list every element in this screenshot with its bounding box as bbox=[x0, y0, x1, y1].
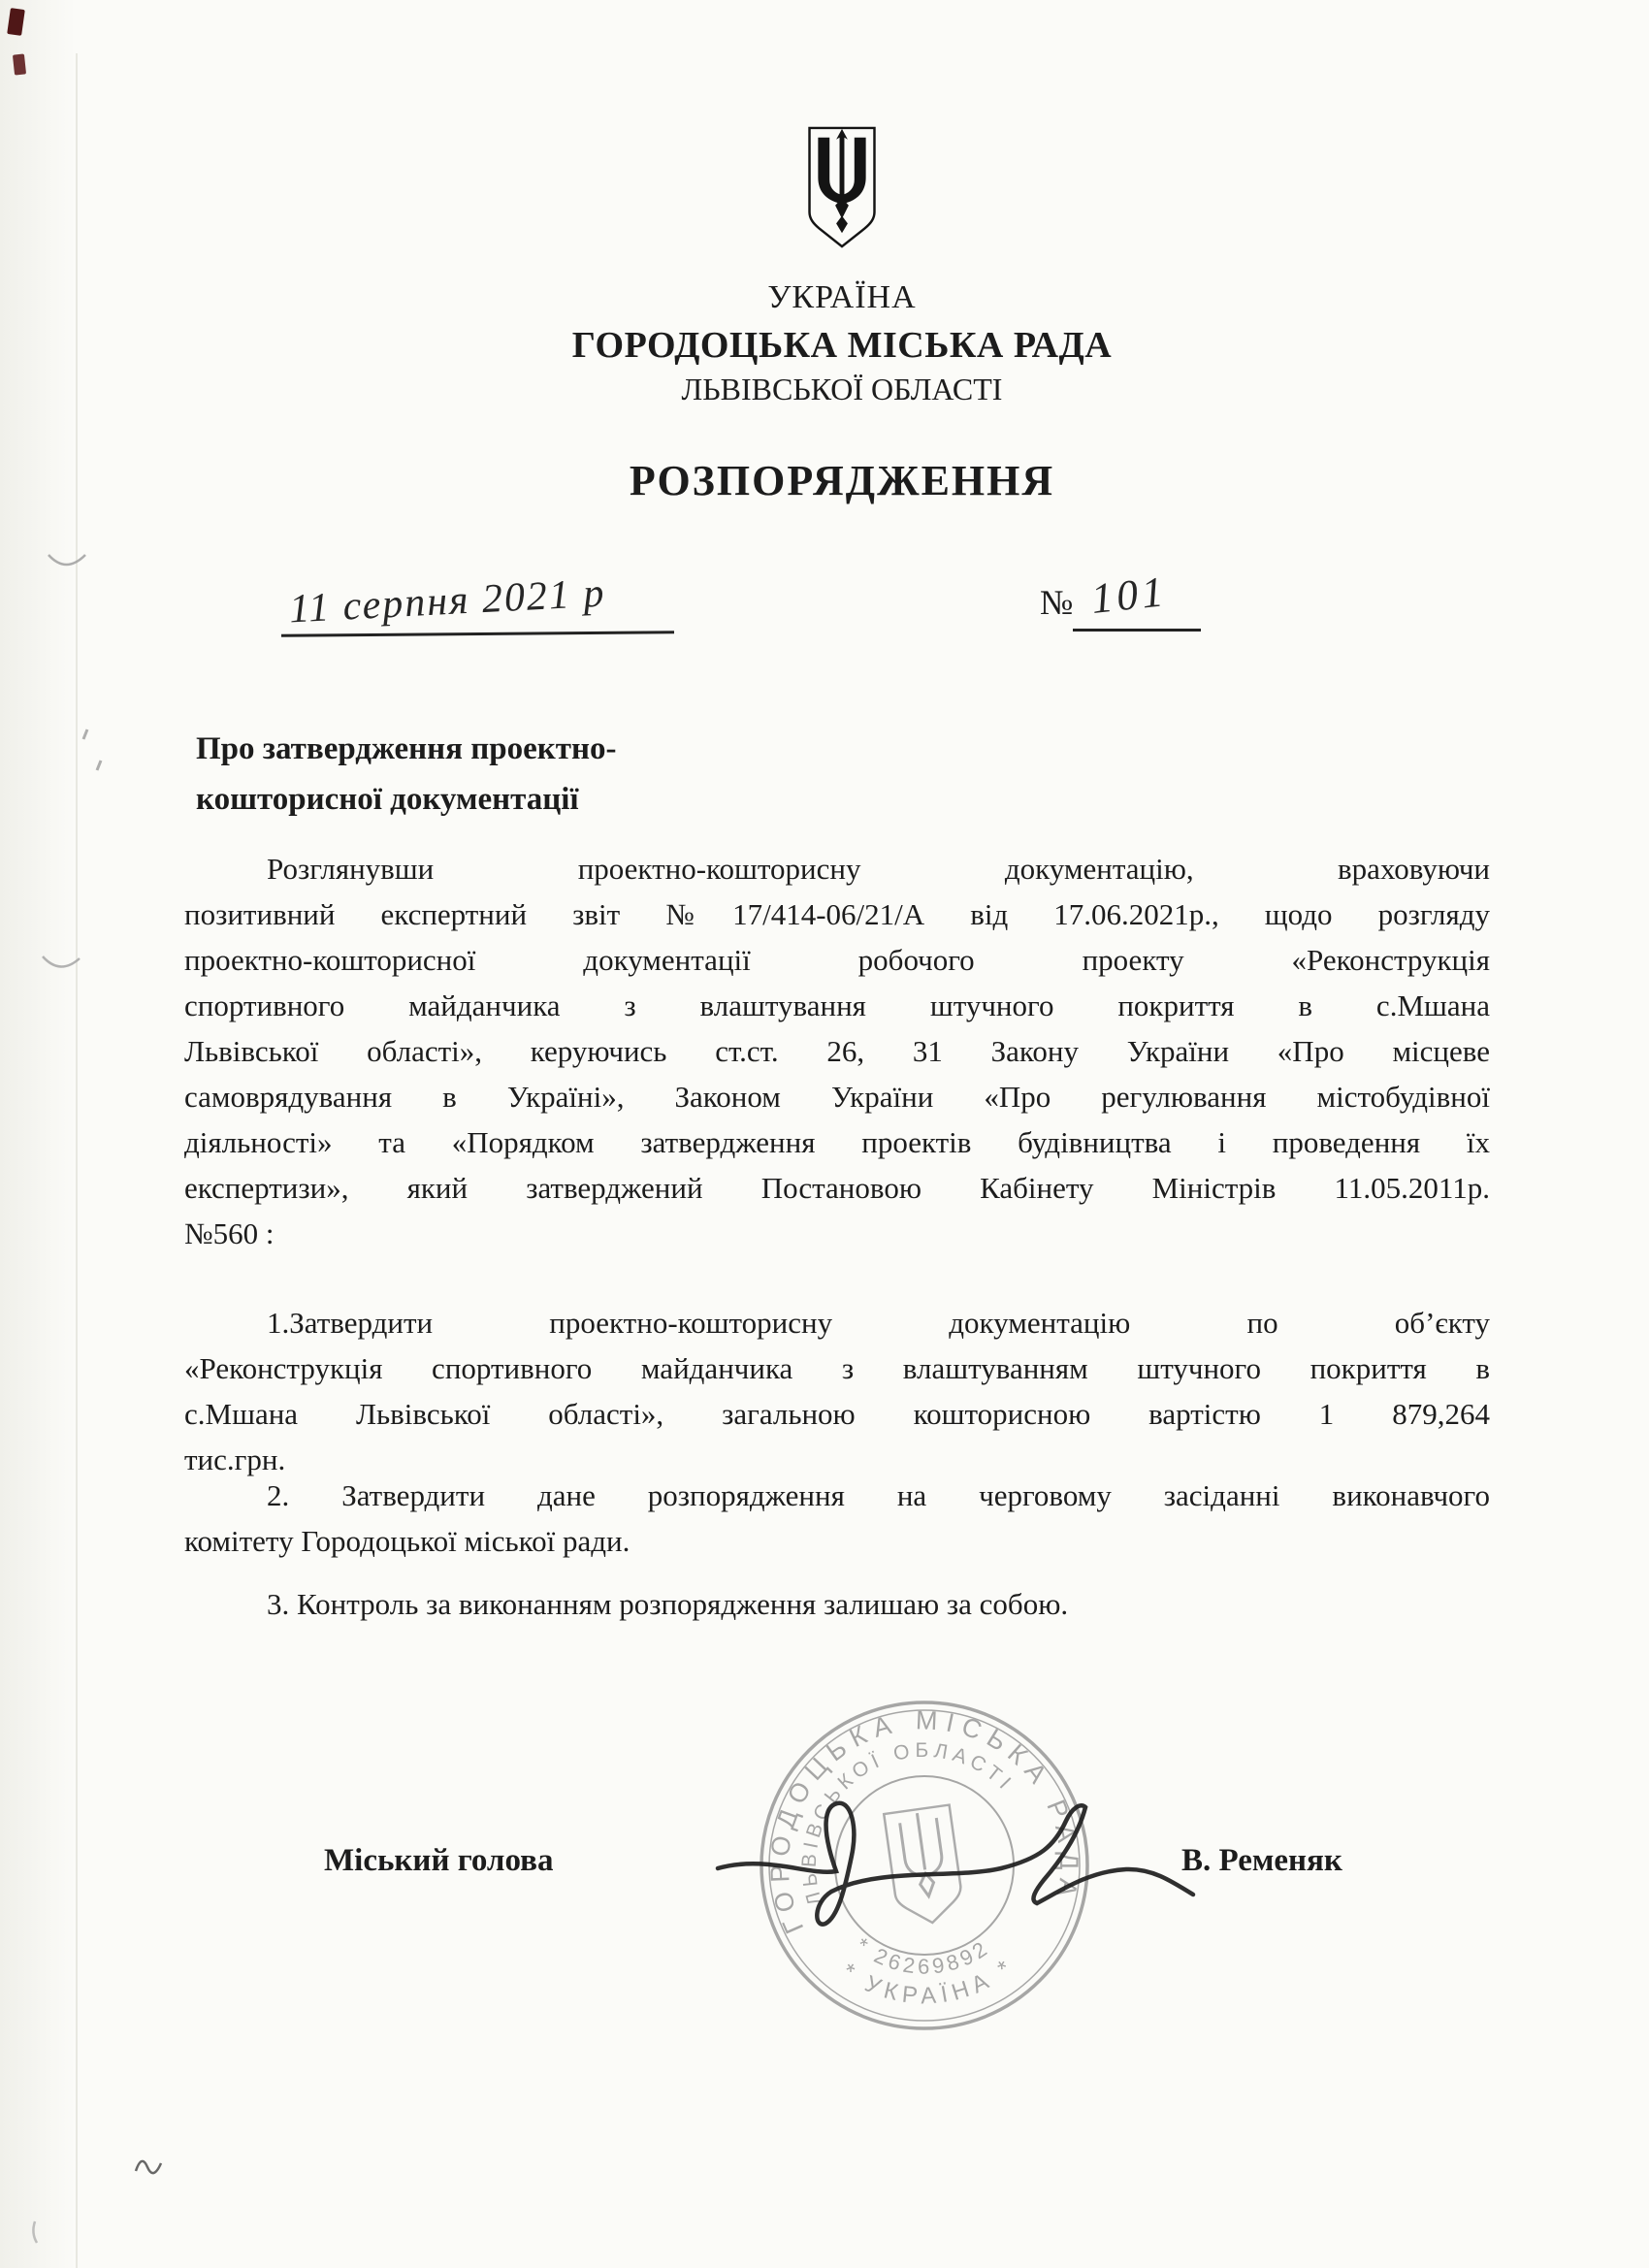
item1-line: с.Мшана Львівської області», загальною кошторисною вартістю 1 879,264 bbox=[184, 1397, 1490, 1431]
intro-line: Львівської області», керуючись ст.ст. 26, 31 Закону України «Про місцеве bbox=[184, 1034, 1490, 1068]
scan-pencil-mark bbox=[47, 549, 87, 574]
intro-line: самоврядування в Україні», Законом України «Про регулювання містобудівної bbox=[184, 1080, 1490, 1114]
order-item-1 bbox=[184, 1300, 1490, 1482]
intro-line: спортивного майданчика з влаштування штучного покриття в с.Мшана bbox=[184, 988, 1490, 1022]
order-item-2 bbox=[184, 1473, 1490, 1564]
intro-line: Розглянувши проектно-кошторисну документацію, враховуючи bbox=[267, 852, 1490, 886]
item1-line: тис.грн. bbox=[184, 1442, 286, 1476]
stamp-outer-text: ГОРОДОЦЬКА МІСЬКА РАДА bbox=[764, 1705, 1084, 1938]
scan-speck bbox=[27, 2219, 43, 2245]
intro-line: діяльності» та «Порядком затвердження проектів будівництва і проведення їх bbox=[184, 1125, 1490, 1159]
stamp-code-arc: * 26269892 * bbox=[851, 1846, 1003, 1979]
intro-line: №560 : bbox=[184, 1216, 275, 1250]
item2-line: 2. Затвердити дане розпорядження на черговому засіданні виконавчого bbox=[267, 1478, 1490, 1512]
signer-position: Міський голова bbox=[324, 1843, 554, 1878]
handwritten-date: 11 серпня 2021 р bbox=[288, 570, 607, 632]
country-name: УКРАЇНА bbox=[767, 279, 917, 315]
stamp-inner-text: ЛЬВІВСЬКОЇ ОБЛАСТІ bbox=[797, 1738, 1018, 1909]
region-name: ЛЬВІВСЬКОЇ ОБЛАСТІ bbox=[681, 372, 1003, 406]
intro-line: проектно-кошторисної документації робочого проекту «Реконструкція bbox=[184, 943, 1490, 977]
intro-line: позитивний експертний звіт №17/414-06/21/А від 17.06.2021р., щодо розгляду bbox=[184, 897, 1490, 931]
subject-line-2: кошторисної документації bbox=[196, 782, 579, 817]
scan-pencil-mark bbox=[41, 951, 81, 976]
number-label: № bbox=[1040, 583, 1074, 622]
number-underline bbox=[1073, 629, 1201, 632]
subject-line-1: Про затвердження проектно- bbox=[196, 731, 617, 766]
subject-block bbox=[196, 724, 616, 825]
item1-line: 1.Затвердити проектно-кошторисну документацію по об’єкту bbox=[267, 1306, 1490, 1340]
item2-line: комітету Городоцької міської ради. bbox=[184, 1524, 630, 1558]
order-item-3 bbox=[184, 1581, 1490, 1627]
scan-speck bbox=[81, 726, 105, 774]
document-type-title: РОЗПОРЯДЖЕННЯ bbox=[629, 457, 1055, 504]
document-header bbox=[0, 0, 1649, 505]
scan-pencil-mark bbox=[132, 2152, 165, 2179]
handwritten-number: 101 bbox=[1088, 567, 1170, 623]
signature-stroke bbox=[582, 1766, 1222, 1960]
item1-line: «Реконструкція спортивного майданчика з влаштуванням штучного покриття в bbox=[184, 1351, 1490, 1385]
intro-paragraph bbox=[184, 846, 1490, 1256]
item3-line: 3. Контроль за виконанням розпорядження залишаю за собою. bbox=[267, 1587, 1069, 1621]
signer-name: В. Ременяк bbox=[1181, 1843, 1342, 1878]
intro-line: експертизи», який затверджений Постановою Кабінету Міністрів 11.05.2011р. bbox=[184, 1171, 1490, 1205]
council-name: ГОРОДОЦЬКА МІСЬКА РАДА bbox=[571, 325, 1113, 366]
date-number-row bbox=[0, 567, 1649, 656]
date-underline bbox=[281, 631, 674, 637]
ukraine-trident-emblem-icon bbox=[802, 124, 882, 250]
stamp-country-arc: * УКРАЇНА * bbox=[836, 1952, 1021, 2010]
